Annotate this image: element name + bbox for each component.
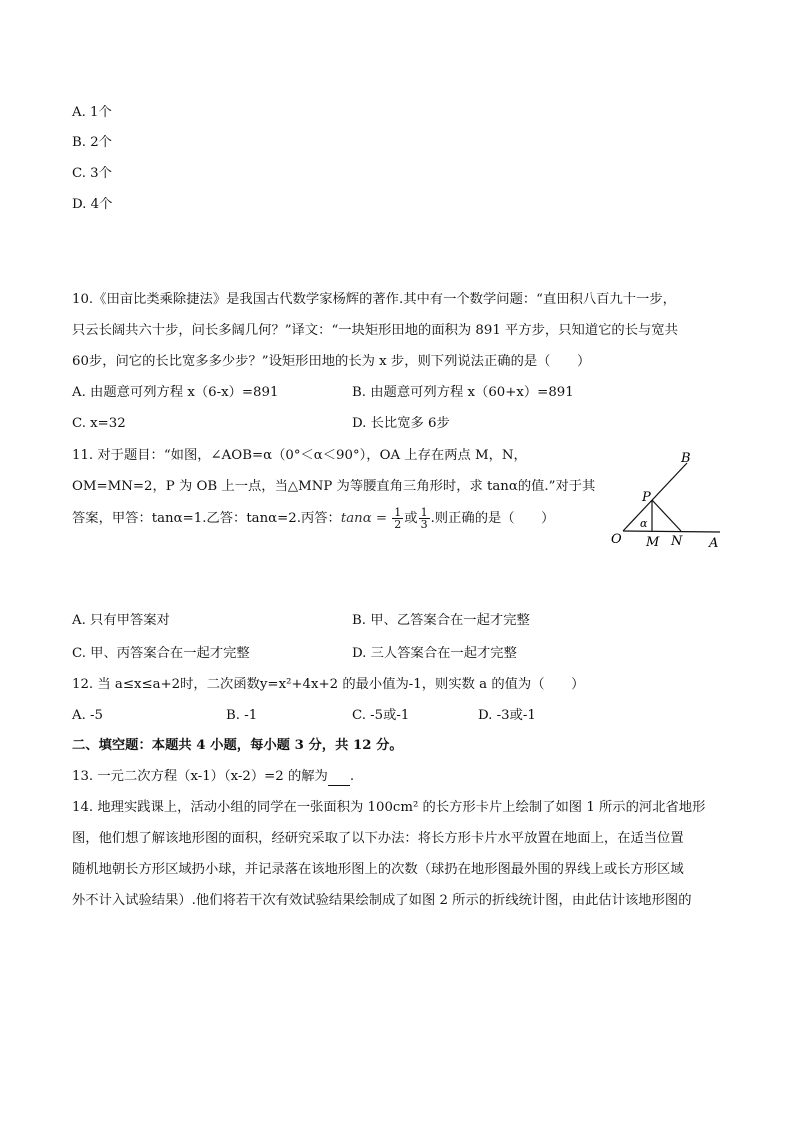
q14-stem-line1: 14. 地理实践课上，活动小组的同学在一张面积为 100cm² 的长方形卡片上绘制了如图 1 所示的河北省地形	[72, 800, 706, 815]
q11-stem-line2: OM=MN=2，P 为 OB 上一点，当△MNP 为等腰直角三角形时，求 tanα的值.”对于其	[72, 479, 596, 494]
label-m: M	[646, 535, 660, 550]
segment-pn	[652, 500, 681, 531]
q10-option-b: B. 由题意可列方程 x（60+x）=891	[352, 385, 574, 400]
q9-option-a: A. 1个	[72, 105, 112, 120]
q9-option-d: D. 4个	[72, 197, 113, 212]
frac1-numerator: 1	[394, 506, 402, 519]
q9-option-c: C. 3个	[72, 166, 112, 181]
q11-line3-text: 答案，甲答：tanα=1.乙答：tanα=2.丙答：	[72, 511, 341, 526]
tan-alpha-label: tanα =	[340, 511, 388, 526]
q12-option-c: C. -5或-1	[352, 708, 410, 723]
q12-stem: 12. 当 a≤x≤a+2时，二次函数y=x²+4x+2 的最小值为-1，则实数 a 的值为（ ）	[72, 677, 585, 692]
q9-option-b: B. 2个	[72, 135, 112, 150]
label-o: O	[611, 532, 622, 547]
q10-option-a: A. 由题意可列方程 x（6-x）=891	[72, 385, 279, 400]
q14-stem-line3: 随机地朝长方形区域扔小球，并记录落在该地形图上的次数（球扔在地形图最外围的界线上或长方形区域	[72, 862, 684, 877]
q11-option-c: C. 甲、丙答案合在一起才完整	[72, 646, 250, 661]
fraction-one-third	[419, 507, 430, 530]
q14-stem-line4: 外不计入试验结果）.他们将若干次有效试验结果绘制成了如图 2 所示的折线统计图，由此估计该地形图的	[72, 893, 692, 908]
q10-stem-line1: 10.《田亩比类乘除捷法》是我国古代数学家杨辉的著作.其中有一个数学问题：“直田积八百九十一步，	[72, 292, 676, 307]
fraction-one-half	[392, 507, 403, 530]
q10-option-d: D. 长比宽多 6步	[352, 416, 450, 431]
label-b: B	[681, 451, 691, 466]
q12-option-d: D. -3或-1	[478, 708, 536, 723]
label-n: N	[671, 534, 683, 549]
q11-geometry-figure	[605, 445, 735, 555]
q10-stem-line2: 只云长阔共六十步，问长多阔几何？”译文：“一块矩形田地的面积为 891 平方步，只知道它的长与宽共	[72, 323, 678, 338]
ray-oa	[623, 531, 720, 532]
label-a: A	[709, 536, 719, 551]
label-alpha: α	[640, 517, 648, 530]
q10-stem-line3: 60步，问它的长比宽多多少步？”设矩形田地的长为 x 步，则下列说法正确的是（ ）	[72, 354, 591, 369]
q13-answer-blank[interactable]	[328, 773, 350, 786]
q13-text: 13. 一元二次方程（x-1）（x-2）=2 的解为	[72, 769, 328, 784]
section-heading-fill-in: 二、填空题：本题共 4 小题，每小题 3 分，共 12 分。	[72, 738, 403, 753]
q11-stem-line3	[72, 506, 554, 532]
q14-stem-line2: 图，他们想了解该地形图的面积，经研究采取了以下办法：将长方形卡片水平放置在地面上，在适当位置	[72, 831, 684, 846]
q11-stem-line1: 11. 对于题目：“如图，∠AOB=α（0°＜α＜90°），OA 上存在两点 M，N，	[72, 448, 527, 463]
or-word: 或	[404, 511, 418, 526]
ray-ob	[623, 463, 687, 531]
frac1-denominator: 2	[394, 518, 402, 531]
q11-line3-end: .则正确的是（ ）	[430, 511, 555, 526]
q12-option-a: A. -5	[72, 708, 104, 723]
q11-option-d: D. 三人答案合在一起才完整	[352, 646, 517, 661]
frac2-denominator: 3	[420, 518, 428, 531]
q13-end: .	[349, 769, 355, 784]
frac2-numerator: 1	[420, 506, 428, 519]
q11-option-a: A. 只有甲答案对	[72, 613, 170, 628]
label-p: P	[642, 490, 651, 505]
q10-option-c: C. x=32	[72, 416, 126, 431]
q11-option-b: B. 甲、乙答案合在一起才完整	[352, 613, 530, 628]
q12-option-b: B. -1	[226, 708, 258, 723]
q13-stem	[72, 768, 354, 786]
